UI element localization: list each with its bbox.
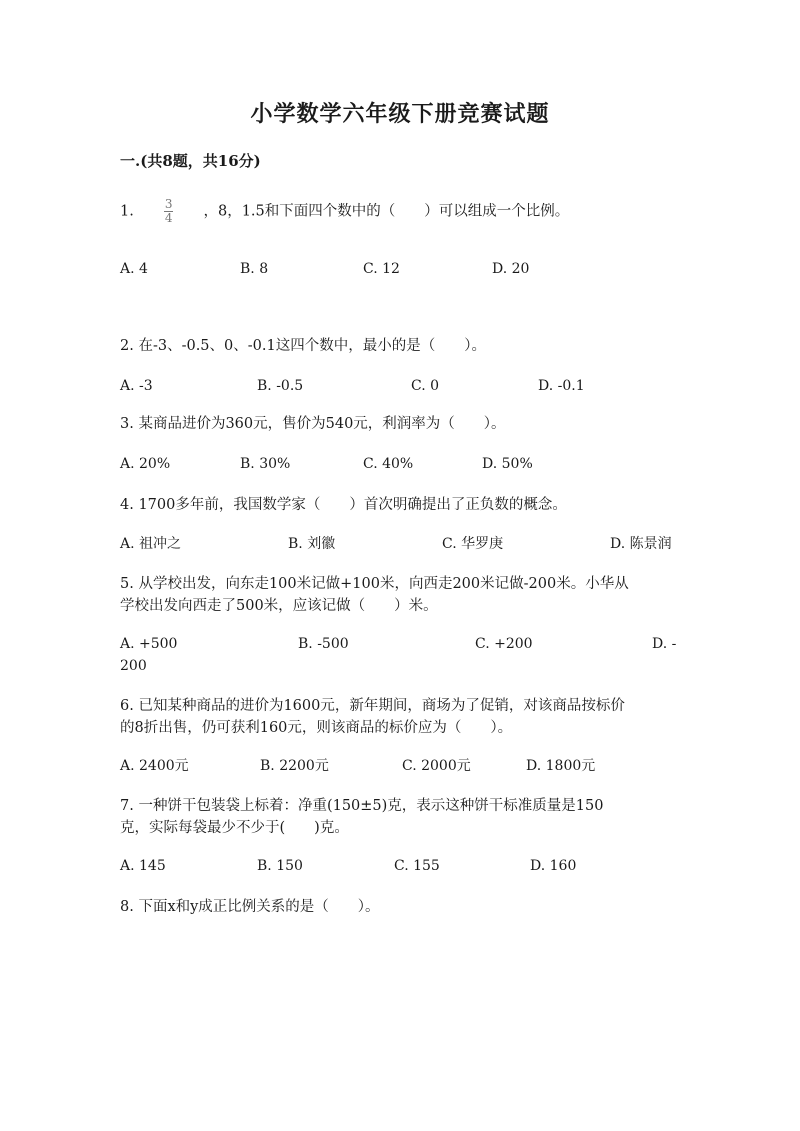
fraction	[164, 198, 174, 225]
question-text: ，8，1.5和下面四个数中的（ ）可以组成一个比例。	[203, 203, 570, 220]
option-a: A. +500	[120, 636, 178, 652]
option-b: B. -500	[298, 636, 349, 652]
question-text-line-2: 克，实际每袋最少不少于( )克。	[120, 820, 349, 836]
question-3: 3. 某商品进价为360元，售价为540元，利润率为（ ）。	[120, 416, 506, 432]
option-c: C. 155	[394, 858, 440, 874]
fraction-denominator: 4	[164, 211, 173, 225]
option-b: B. 2200元	[260, 758, 329, 774]
page-title: 小学数学六年级下册竞赛试题	[250, 101, 550, 127]
option-a: A. 145	[120, 858, 166, 874]
option-b: B. 150	[257, 858, 303, 874]
question-5-options	[120, 633, 680, 655]
question-6-options	[120, 755, 680, 777]
option-a: A. 20%	[120, 456, 171, 472]
question-6	[120, 695, 680, 739]
fraction-numerator: 3	[164, 197, 173, 211]
question-number: 1.	[120, 203, 134, 220]
question-8: 8. 下面x和y成正比例关系的是（ ）。	[120, 899, 380, 915]
option-b: B. 30%	[240, 456, 291, 472]
option-d: D. 50%	[482, 456, 533, 472]
option-c: C. 40%	[363, 456, 414, 472]
question-text-line-1: 6. 已知某种商品的进价为1600元，新年期间，商场为了促销，对该商品按标价	[120, 698, 625, 714]
option-b: B. 刘徽	[288, 536, 336, 552]
question-5	[120, 573, 680, 617]
option-a: A. 4	[120, 261, 148, 277]
option-d: D. 1800元	[526, 758, 596, 774]
option-c: C. 2000元	[402, 758, 471, 774]
option-b: B. -0.5	[257, 378, 304, 394]
question-text-line-1: 5. 从学校出发，向东走100米记做+100米，向西走200米记做-200米。小华从	[120, 576, 629, 592]
option-c: C. 0	[411, 378, 440, 394]
question-2: 2. 在-3、-0.5、0、-0.1这四个数中，最小的是（ ）。	[120, 338, 486, 354]
option-c: C. +200	[475, 636, 533, 652]
option-a: A. 祖冲之	[120, 536, 182, 552]
option-b: B. 8	[240, 261, 269, 277]
question-4: 4. 1700多年前，我国数学家（ ）首次明确提出了正负数的概念。	[120, 497, 567, 513]
question-2-options	[120, 375, 680, 397]
question-1-options	[120, 258, 680, 280]
question-text-line-1: 7. 一种饼干包装袋上标着：净重(150±5)克，表示这种饼干标准质量是150	[120, 798, 604, 814]
option-d: D. 160	[530, 858, 577, 874]
option-c: C. 12	[363, 261, 400, 277]
section-heading: 一.(共8题，共16分)	[120, 152, 261, 170]
option-d: D. 陈景润	[610, 536, 672, 552]
option-d: D. -0.1	[538, 378, 585, 394]
option-a: A. -3	[120, 378, 153, 394]
question-7	[120, 795, 680, 839]
question-4-options	[120, 533, 680, 555]
question-3-options	[120, 453, 680, 475]
option-a: A. 2400元	[120, 758, 189, 774]
question-text-line-2: 学校出发向西走了500米，应该记做（ ）米。	[120, 598, 438, 614]
option-d: D. -	[652, 636, 677, 652]
question-1	[120, 198, 680, 225]
option-d: D. 20	[492, 261, 530, 277]
option-c: C. 华罗庚	[442, 536, 504, 552]
question-7-options	[120, 855, 680, 877]
option-d-wrap: 200	[120, 658, 147, 674]
question-text-line-2: 的8折出售，仍可获利160元，则该商品的标价应为（ ）。	[120, 720, 513, 736]
